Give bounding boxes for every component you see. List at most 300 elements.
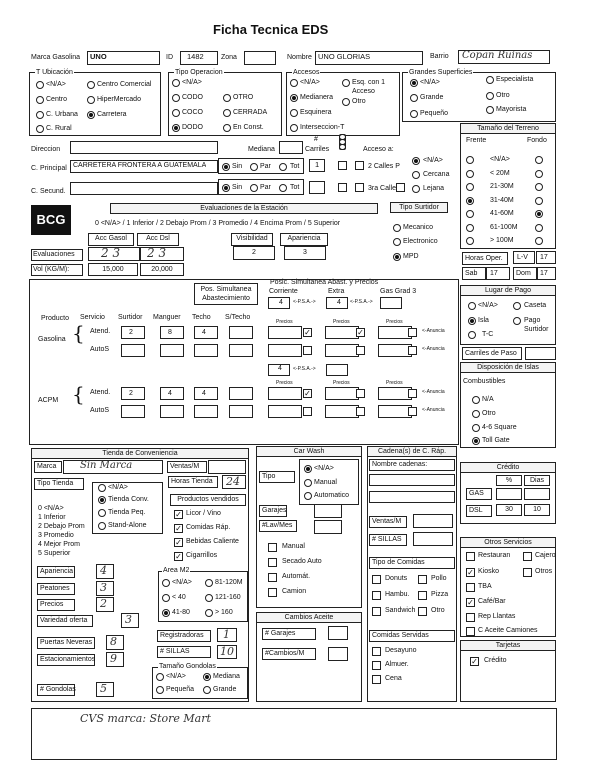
ubicacion-n-a-radio[interactable]: [36, 81, 44, 89]
accesos-esq-con-1-acceso-label: Esq. con 1 Acceso: [352, 79, 386, 95]
grad3-psa-field[interactable]: [380, 297, 402, 309]
tres-calle-check[interactable]: [396, 183, 405, 192]
carwash-camion-check[interactable]: [268, 588, 277, 597]
vol-gasol-field[interactable]: 15,000: [88, 263, 138, 276]
islas-4-6-square-radio[interactable]: [472, 424, 480, 432]
gas-precios-label-2: Precios: [386, 319, 403, 325]
dom-field[interactable]: 17: [537, 267, 556, 280]
accesos-n-a-label: <N/A>: [300, 79, 320, 86]
servicios-title: Otros Servicios: [460, 537, 556, 548]
gas-atend-field-0[interactable]: 2: [121, 326, 145, 339]
csecund-check-a[interactable]: [338, 183, 347, 192]
acpm-anuncia-autos-0[interactable]: [303, 407, 312, 416]
vol-dsl-field[interactable]: 20,000: [140, 263, 184, 276]
credito-dsl-pct[interactable]: 30: [496, 504, 522, 516]
frente-100m-radio[interactable]: [466, 237, 474, 245]
carwash-n-a-radio[interactable]: [304, 465, 312, 473]
nombre-field[interactable]: UNO GLORIAS: [315, 51, 423, 65]
area-41-80-radio[interactable]: [162, 609, 170, 617]
terreno-n-a-label: <N/A>: [490, 156, 510, 163]
aceite-cambios-field[interactable]: [328, 647, 348, 661]
servicio-c-aceite-camiones-check[interactable]: [466, 627, 475, 636]
carwash-automatico-radio[interactable]: [304, 492, 312, 500]
acpm-anuncia-autos-1[interactable]: [356, 407, 365, 416]
garajes-field[interactable]: [314, 504, 342, 518]
servida-cena-label: Cena: [385, 675, 402, 682]
vol-label-box: Vol (KG/M):: [31, 264, 83, 276]
area-121-160-label: 121-160: [215, 594, 241, 601]
islas-toll-gate-radio[interactable]: [472, 437, 480, 445]
carwash-manual-radio[interactable]: [304, 479, 312, 487]
gas-autos-label: AutoS: [90, 346, 110, 353]
notes-text: CVS marca: Store Mart: [80, 712, 211, 725]
gas-atend-field-1[interactable]: 8: [160, 326, 184, 339]
producto-cigarrillos-check[interactable]: ✓: [175, 552, 182, 561]
ubicacion-carretera-radio[interactable]: [87, 111, 95, 119]
lav-mes-field[interactable]: [314, 520, 342, 534]
producto-cigarrillos-label: Cigarrillos: [186, 552, 218, 559]
corriente-psa-field[interactable]: 4: [268, 297, 290, 309]
acpm-autos-field-2[interactable]: [194, 405, 218, 418]
apariencia-header: Apariencia: [280, 233, 328, 246]
superficies-peque-o-label: Pequeño: [420, 110, 449, 117]
surtidor-electronico-label: Electronico: [403, 238, 438, 245]
terreno-fondo-label: Fondo: [527, 137, 547, 144]
acpm-psa: <-P.S.A.->: [293, 366, 316, 372]
cadena-ventas-field[interactable]: [413, 514, 453, 528]
tienda-marca-label-box: Marca: [34, 461, 62, 473]
acceso-lejana-radio[interactable]: [412, 185, 420, 193]
gas-precio-autos-2[interactable]: [378, 344, 412, 357]
lv-field[interactable]: 17: [536, 251, 556, 264]
gas-precio-autos-1[interactable]: [325, 344, 359, 357]
csecund-par-label: Par: [260, 184, 271, 191]
acpm-anuncia-atend-0[interactable]: ✓: [304, 389, 311, 398]
surtidor-electronico-radio[interactable]: [393, 238, 401, 246]
operacion-n-a-radio[interactable]: [172, 79, 180, 87]
surtidor-header: Surtidor: [118, 314, 143, 321]
csecund-tot-label: Tot: [290, 184, 300, 191]
acpm-precio-autos-0[interactable]: [268, 405, 302, 418]
evaluaciones-title: Evaluaciones de la Estación: [110, 203, 378, 214]
producto-licor-vino-label: Licor / Vino: [186, 510, 221, 517]
superficies-otro-label: Otro: [496, 92, 510, 99]
pago-surtidor-radio[interactable]: [513, 317, 521, 325]
cprincipal-par-radio[interactable]: [250, 163, 258, 171]
psa-corriente: <-P.S.A.->: [293, 299, 316, 305]
comida-donuts-check[interactable]: [372, 575, 381, 584]
gondola-label: Tamaño Gondolas: [159, 663, 216, 670]
pago-tc-label: T-C: [482, 331, 494, 338]
accesos-interseccion-t-label: Interseccion-T: [300, 124, 345, 131]
producto-licor-vino-check[interactable]: ✓: [175, 510, 182, 519]
acpm-autos-field-0[interactable]: [121, 405, 145, 418]
tienda-gondolas-field[interactable]: 5: [96, 682, 114, 697]
tienda-sillas-label-box: # SILLAS: [157, 646, 211, 658]
acpm-autos-field-1[interactable]: [160, 405, 184, 418]
acceso-cercana-radio[interactable]: [412, 171, 420, 179]
accesos-esquinera-radio[interactable]: [290, 109, 298, 117]
frente-41-60m-radio[interactable]: [466, 210, 474, 218]
superficies-mayorista-label: Mayorista: [496, 106, 527, 113]
acpm-brace: {: [72, 382, 85, 406]
frente-31-40m-radio[interactable]: [466, 197, 474, 205]
area-n-a-radio[interactable]: [162, 579, 170, 587]
tipo-tienda-stand-alone-radio[interactable]: [98, 522, 106, 530]
servida-almuer-check[interactable]: [372, 661, 381, 670]
acpm-atend-field-1[interactable]: 4: [160, 387, 184, 400]
operacion-en-const-radio[interactable]: [223, 124, 231, 132]
superficies-peque-o-radio[interactable]: [410, 110, 418, 118]
tienda-gondolas-label-box: # Gondolas: [37, 684, 75, 696]
acc-gasol-eval-field[interactable]: 2 3: [88, 247, 140, 261]
operacion-cerrada-label: CERRADA: [233, 109, 268, 116]
frente-21-30m-radio[interactable]: [466, 183, 474, 191]
apariencia-field[interactable]: 3: [284, 246, 326, 260]
accesos-interseccion-t-radio[interactable]: [290, 124, 298, 132]
accesos-esq-con-1-acceso-radio[interactable]: [342, 79, 350, 87]
terreno-31-40m-label: 31-40M: [490, 196, 514, 204]
frente-20m-radio[interactable]: [466, 170, 474, 178]
servida-desayuno-check[interactable]: [372, 647, 381, 656]
acpm-precio-atend-2[interactable]: [378, 387, 412, 400]
area-160-radio[interactable]: [205, 609, 213, 617]
area-81-120m-radio[interactable]: [205, 579, 213, 587]
servicio-tba-label: TBA: [478, 583, 492, 590]
area-label: Area M2: [163, 567, 190, 574]
cprincipal-label: C. Principal: [31, 165, 67, 172]
cprincipal-check-b[interactable]: [355, 161, 364, 170]
operacion-otro-radio[interactable]: [223, 94, 231, 102]
tienda-tienda-peq-label: Tienda Peq.: [108, 509, 146, 516]
acpm-precio-autos-2[interactable]: [378, 405, 412, 418]
sab-field[interactable]: 17: [486, 267, 510, 280]
barrio-field[interactable]: Copan Ruinas: [458, 50, 550, 64]
pago-caseta-radio[interactable]: [513, 302, 521, 310]
stecho-header: S/Techo: [225, 314, 251, 321]
gas-precios-label-1: Precios: [333, 319, 350, 325]
superficies-especialista-radio[interactable]: [486, 76, 494, 84]
cprincipal-carriles-field[interactable]: 1: [309, 159, 325, 172]
superficies-grande-radio[interactable]: [410, 94, 418, 102]
cprincipal-tot-radio[interactable]: [279, 163, 287, 171]
acpm-autos-label: AutoS: [90, 407, 110, 414]
fondo-100m-radio[interactable]: [535, 237, 543, 245]
accesos-medianera-radio[interactable]: [290, 94, 298, 102]
acpm-precio-atend-1[interactable]: [325, 387, 359, 400]
ubicacion-c-urbana-radio[interactable]: [36, 111, 44, 119]
fondo-21-30m-radio[interactable]: [535, 183, 543, 191]
acpm-atend-field-2[interactable]: 4: [194, 387, 218, 400]
islas-title: Disposición de Islas: [460, 362, 556, 373]
fondo-41-60m-radio[interactable]: [535, 210, 543, 218]
tienda-apariencia-field[interactable]: 4: [96, 564, 114, 579]
csecund-tot-radio[interactable]: [279, 184, 287, 192]
marca-gasolina-field[interactable]: UNO: [87, 51, 160, 65]
frente-n-a-radio[interactable]: [466, 156, 474, 164]
servicio-cajero-label: Cajero: [535, 552, 556, 559]
comida-pizza-label: Pizza: [431, 591, 449, 598]
csecund-carriles-field[interactable]: [309, 181, 325, 194]
cadena-ventas-label-box: Ventas/M: [369, 516, 407, 528]
evaluaciones-label-box: Evaluaciones: [31, 249, 83, 261]
acpm-autos-field-3[interactable]: [229, 405, 253, 418]
acceso-na-label: <N/A>: [423, 157, 443, 164]
aceite-garajes-field[interactable]: [328, 626, 348, 640]
gas-precio-atend-0[interactable]: [268, 326, 302, 339]
pago-na-label: <N/A>: [478, 302, 498, 309]
servicio-caf-bar-check[interactable]: ✓: [467, 598, 474, 607]
ubicacion-n-a-label: <N/A>: [46, 81, 66, 88]
gas-precio-autos-0[interactable]: [268, 344, 302, 357]
fondo-n-a-radio[interactable]: [535, 156, 543, 164]
gas-atend-label: Atend.: [90, 328, 111, 335]
ubicacion-centro-radio[interactable]: [36, 96, 44, 104]
fondo-20m-radio[interactable]: [535, 170, 543, 178]
acpm-precio-atend-0[interactable]: [268, 387, 302, 400]
mediana-field[interactable]: [279, 141, 303, 154]
superficies-grande-label: Grande: [420, 94, 444, 101]
cadena-sillas-label-box: # SILLAS: [369, 534, 407, 546]
acpm-anuncia-autos-2[interactable]: [408, 407, 417, 416]
acpm-atend-label: Atend.: [90, 389, 111, 396]
mediana-label: Mediana: [248, 146, 275, 153]
operacion-coco-radio[interactable]: [172, 109, 180, 117]
acpm-product-label: ACPM: [38, 397, 59, 404]
ubicacion-centro-comercial-radio[interactable]: [87, 81, 95, 89]
acc-dsl-eval-field[interactable]: 2 3: [140, 247, 184, 261]
cprincipal-field[interactable]: CARRETERA FRONTERA A GUATEMALA: [70, 160, 218, 173]
fondo-61-100m-radio[interactable]: [535, 224, 543, 232]
acpm-precio-autos-1[interactable]: [325, 405, 359, 418]
pago-tc-radio[interactable]: [468, 331, 476, 339]
carwash-secado-auto-label: Secado Auto: [282, 558, 322, 565]
servida-almuer-label: Almuer.: [385, 661, 409, 668]
cprincipal-check-a[interactable]: [338, 161, 347, 170]
credito-dsl-dias[interactable]: 10: [524, 504, 550, 516]
servicio-rep-llantas-check[interactable]: [466, 613, 475, 622]
gas-anuncia-autos-0[interactable]: [303, 346, 312, 355]
tipo-tienda-n-a-radio[interactable]: [98, 484, 106, 492]
carwash-n-a-label: <N/A>: [314, 465, 334, 472]
acc-dsl-header: Acc Dsl: [137, 233, 179, 246]
gas-atend-field-2[interactable]: 4: [194, 326, 218, 339]
tienda-sillas-field[interactable]: 10: [217, 645, 237, 659]
acpm-anuncia-atend-2[interactable]: [408, 389, 417, 398]
area-40-radio[interactable]: [162, 594, 170, 602]
csecund-par-radio[interactable]: [250, 184, 258, 192]
superficies-mayorista-radio[interactable]: [486, 106, 494, 114]
credito-gas-dias[interactable]: [524, 488, 550, 500]
comida-pollo-check[interactable]: [418, 575, 427, 584]
terreno-frente-label: Frente: [466, 137, 487, 144]
acceso-a-label: Acceso a:: [363, 146, 394, 153]
pago-isla-radio[interactable]: [468, 317, 476, 325]
psa-extra: <-P.S.A.->: [350, 299, 373, 305]
ubicacion-hipermercado-radio[interactable]: [87, 96, 95, 104]
servicio-otros-check[interactable]: [523, 568, 532, 577]
lv-label-box: L-V: [513, 251, 535, 264]
surtidor-mecanico-radio[interactable]: [393, 224, 401, 232]
ubicacion-c-rural-radio[interactable]: [36, 125, 44, 133]
superficies-otro-radio[interactable]: [486, 92, 494, 100]
acpm-atend-field-0[interactable]: 2: [121, 387, 145, 400]
gas-anuncia-autos-2[interactable]: [408, 346, 417, 355]
csecund-sin-radio[interactable]: [222, 184, 230, 192]
cadena-sillas-field[interactable]: [413, 532, 453, 546]
acpm-psa-val: 4: [278, 365, 282, 372]
operacion-n-a-label: <N/A>: [182, 79, 202, 86]
pos-simultanea-header: Pos. Simultanea Abastecimiento: [194, 283, 258, 305]
carriles-paso-field[interactable]: [525, 347, 556, 360]
direccion-field[interactable]: [70, 141, 218, 154]
comida-sandwich-check[interactable]: [372, 607, 381, 616]
area-40-label: < 40: [172, 594, 186, 601]
area-121-160-radio[interactable]: [205, 594, 213, 602]
gondola-peque-a-label: Pequeña: [166, 686, 195, 693]
tipo-tienda-label-box: Tipo Tienda: [34, 478, 84, 490]
comida-pizza-check[interactable]: [418, 591, 427, 600]
tienda-marca-field[interactable]: Sin Marca: [63, 460, 163, 474]
operacion-codo-radio[interactable]: [172, 94, 180, 102]
gas-anuncia-atend-1[interactable]: ✓: [357, 328, 364, 337]
accesos-esquinera-label: Esquinera: [300, 109, 332, 116]
gas-precio-atend-2[interactable]: [378, 326, 412, 339]
carwash-manual-check[interactable]: [268, 543, 277, 552]
csecund-check-b[interactable]: [355, 183, 364, 192]
id-field[interactable]: 1482: [180, 51, 218, 65]
gas-autos-field-3[interactable]: [229, 344, 253, 357]
gondola-n-a-radio[interactable]: [156, 673, 164, 681]
operacion-dodo-label: DODO: [182, 124, 203, 131]
gondola-peque-a-radio[interactable]: [156, 686, 164, 694]
gas-autos-field-1[interactable]: [160, 344, 184, 357]
cadena-name-2[interactable]: [369, 491, 455, 503]
islas-toll-gate-label: Toll Gate: [482, 437, 510, 444]
servicio-kiosko-check[interactable]: ✓: [467, 568, 474, 577]
producto-comidas-r-p-check[interactable]: ✓: [175, 524, 182, 533]
tienda-n-a-label: <N/A>: [108, 484, 128, 491]
productos-label-box: Productos vendidos: [170, 494, 246, 506]
gas-anuncia-autos-1[interactable]: [356, 346, 365, 355]
acceso-lejana-label: Lejana: [423, 185, 445, 192]
manguer-header: Manguer: [153, 314, 181, 321]
tienda-stand-alone-label: Stand-Alone: [108, 522, 147, 529]
superficies-especialista-label: Especialista: [496, 76, 534, 83]
islas-n-a-radio[interactable]: [472, 396, 480, 404]
fondo-31-40m-radio[interactable]: [535, 197, 543, 205]
islas-n-a-label: N/A: [482, 396, 494, 403]
techo-header: Techo: [192, 314, 211, 321]
islas-otro-radio[interactable]: [472, 410, 480, 418]
tienda-variedad-field[interactable]: 3: [121, 613, 139, 628]
superficies-title: Grandes Superficies: [409, 69, 473, 76]
tienda-puertas-field[interactable]: 8: [106, 635, 124, 650]
ventas-m-field[interactable]: [208, 460, 246, 474]
evaluaciones-scale: 0 <N/A> / 1 Inferior / 2 Debajo Prom / 3 Promedio / 4 Encima Prom / 5 Superior: [95, 220, 341, 227]
acceso-na-radio[interactable]: [412, 157, 420, 165]
gas-anuncia-atend-2[interactable]: [408, 328, 417, 337]
servida-cena-check[interactable]: [372, 675, 381, 684]
cadena-name-1[interactable]: [369, 474, 455, 486]
page-title: Ficha Tecnica EDS: [213, 22, 329, 37]
tienda-peatones-field[interactable]: 3: [96, 581, 114, 596]
tipo-tienda-tienda-conv-radio[interactable]: [98, 496, 106, 504]
accesos-otro-radio[interactable]: [342, 98, 350, 106]
carwash-autom-t-check[interactable]: [268, 573, 277, 582]
horas-tienda-field[interactable]: 24: [222, 475, 246, 489]
tarjeta-credito-label: Crédito: [484, 657, 507, 664]
carwash-secado-auto-check[interactable]: [268, 558, 277, 567]
comida-hambu-check[interactable]: [372, 591, 381, 600]
producto-bebidas-caliente-label: Bebidas Caliente: [186, 538, 239, 545]
ventas-m-label-box: Ventas/M: [167, 461, 207, 473]
pago-surtidor-label: Pago Surtidor: [524, 317, 549, 333]
servicio-cajero-check[interactable]: [523, 552, 532, 561]
servicio-tba-check[interactable]: [466, 583, 475, 592]
frente-61-100m-radio[interactable]: [466, 224, 474, 232]
tienda-estacionamientos-field[interactable]: 9: [106, 652, 124, 667]
aceite-cambios-label-box: #Cambios/M: [262, 648, 316, 660]
tarjeta-credito-check[interactable]: ✓: [471, 657, 478, 666]
nombre-cadenas-label-box: Nombre cadenas:: [369, 459, 455, 471]
gas-autos-field-2[interactable]: [194, 344, 218, 357]
gas-anuncia-atend-0[interactable]: ✓: [304, 328, 311, 337]
pago-title: Lugar de Pago: [460, 285, 556, 296]
carwash-tipo-label-box: Tipo: [259, 471, 295, 483]
operacion-cerrada-radio[interactable]: [223, 109, 231, 117]
accesos-n-a-radio[interactable]: [290, 79, 298, 87]
zona-field[interactable]: [244, 51, 276, 65]
csecund-field[interactable]: [70, 182, 218, 195]
surtidor-mpd-radio[interactable]: [393, 253, 401, 261]
credito-title: Crédito: [460, 462, 556, 473]
acpm-atend-field-3[interactable]: [229, 387, 253, 400]
gondola-mediana-radio[interactable]: [203, 673, 211, 681]
nombre-label: Nombre: [287, 54, 312, 61]
operacion-dodo-radio[interactable]: [172, 124, 180, 132]
acpm-anuncia-atend-1[interactable]: [356, 389, 365, 398]
comida-hambu-label: Hambu.: [385, 591, 410, 598]
visibilidad-field[interactable]: 2: [233, 246, 275, 260]
producto-comidas-r-p-label: Comidas Ráp.: [186, 524, 231, 531]
acpm-psa-field-2[interactable]: [326, 364, 348, 376]
cprincipal-sin-radio[interactable]: [222, 163, 230, 171]
tipo-tienda-tienda-peq-radio[interactable]: [98, 509, 106, 517]
producto-bebidas-caliente-check[interactable]: ✓: [175, 538, 182, 547]
ubicacion-centro-label: Centro: [46, 96, 68, 103]
id-label: ID: [166, 54, 173, 61]
gas-precio-atend-1[interactable]: [325, 326, 359, 339]
servicio-restauran-check[interactable]: [466, 552, 475, 561]
tienda-precios-field[interactable]: 2: [96, 597, 114, 612]
accesos-medianera-label: Medianera: [300, 94, 334, 101]
area-160-label: > 160: [215, 609, 233, 616]
registradoras-field[interactable]: 1: [217, 628, 237, 642]
gas-atend-field-3[interactable]: [229, 326, 253, 339]
tienda-title: Tienda de Conveniencia: [31, 448, 249, 459]
dom-label-box: Dom: [513, 267, 537, 280]
gondola-grande-radio[interactable]: [203, 686, 211, 694]
tienda-tienda-conv-label: Tienda Conv.: [108, 496, 149, 503]
extra-psa-field[interactable]: 4: [326, 297, 348, 309]
gas-autos-field-0[interactable]: [121, 344, 145, 357]
credito-gas-pct[interactable]: [496, 488, 522, 500]
pago-na-radio[interactable]: [468, 302, 476, 310]
superficies-n-a-radio[interactable]: [410, 79, 418, 87]
cadenas-title: Cadena(s) de C. Ráp.: [367, 446, 457, 457]
comida-otro-check[interactable]: [418, 607, 427, 616]
